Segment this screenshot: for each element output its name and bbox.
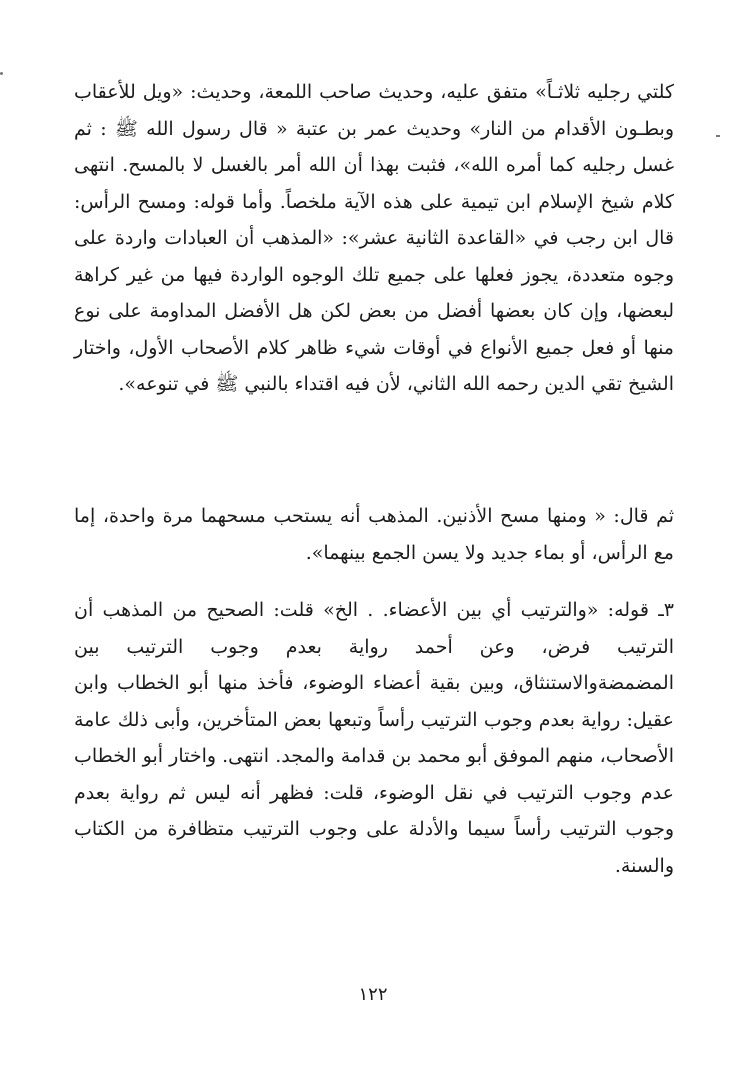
text-line: «المذهب أن العبادات واردة على وجوه متعددة، يجوز فعلها على جميع	[74, 227, 675, 286]
text-line: وأما قوله: ومسح الرأس: قال ابن رجب في «القاعدة الثانية عشر»:	[74, 190, 674, 249]
text-line: رسول الله ﷺ : ثم غسل رجليه كما أمره الله»، فثبت بهذا أن الله أمر بالغسل	[74, 117, 675, 176]
paragraph-2	[74, 498, 674, 571]
text-line: واحدة، إما مع الرأس، أو بماء جديد ولا يسن الجمع بينهما».	[74, 505, 674, 564]
text-line: على وجوب الترتيب متظافرة من الكتاب والسنة.	[74, 818, 674, 877]
paragraph-3	[74, 592, 674, 884]
text-line: ثم قال: « ومنها مسح الأذنين. المذهب أنه يستحب مسحهما مرة	[162, 505, 674, 527]
text-line: رحمه الله الثاني، لأن فيه اقتداء بالنبي ﷺ في تنوعه».	[118, 373, 539, 395]
text-line: المضمضةوالاستنثاق، وبين بقية أعضاء الوضوء، فأخذ منها أبو الخطاب	[117, 672, 674, 694]
text-line: في أوقات شيء ظاهر كلام الأصحاب الأول، واختار الشيخ تقي الدين	[74, 336, 674, 395]
text-line: «ويل للأعقاب وبطـون الأقدام من النار» وحديث عمر بن عتبة « قال	[74, 81, 674, 140]
text-line: لا بالمسح. انتهى كلام شيخ الإسلام ابن تيمية على هذه الآية ملخصاً.	[74, 154, 674, 213]
paragraph-text	[74, 498, 674, 571]
text-line: وابن عقيل: رواية بعدم وجوب الترتيب رأساً وتبعها بعض المتأخرين،	[74, 672, 674, 731]
text-line: المذهب أن الترتيب فرض، وعن أحمد رواية بعدم وجوب الترتيب بين	[74, 599, 674, 658]
text-line: انتهى. واختار أبو الخطاب عدم وجوب الترتيب في نقل الوضوء،	[74, 745, 674, 804]
text-line: كلتي رجليه ثلاثـاً» متفق عليه، وحديث صاحب اللمعة، وحديث:	[190, 81, 674, 103]
page-number: ١٢٢	[358, 984, 388, 1005]
text-line: ٣ـ قوله: «والترتيب أي بين الأعضاء. . الخ» قلت: الصحيح من	[172, 599, 674, 621]
paragraph-text	[74, 592, 674, 884]
paragraph-1	[74, 74, 674, 403]
paragraph-text	[74, 74, 674, 403]
text-line: من بعض لكن هل الأفضل المداومة على نوع منها أو فعل جميع الأنواع	[74, 300, 674, 359]
scan-speck	[0, 72, 3, 75]
scan-speck	[716, 135, 720, 137]
text-line: وأبى ذلك عامة الأصحاب، منهم الموفق أبو محمد بن قدامة والمجد.	[74, 708, 674, 767]
text-line: تلك الوجوه الواردة فيها من غير كراهة لبعضها، وإن كان بعضها أفضل	[74, 263, 674, 322]
text-line: قلت: فظهر أنه ليس ثم رواية بعدم وجوب الترتيب رأساً سيما والأدلة	[74, 781, 675, 840]
